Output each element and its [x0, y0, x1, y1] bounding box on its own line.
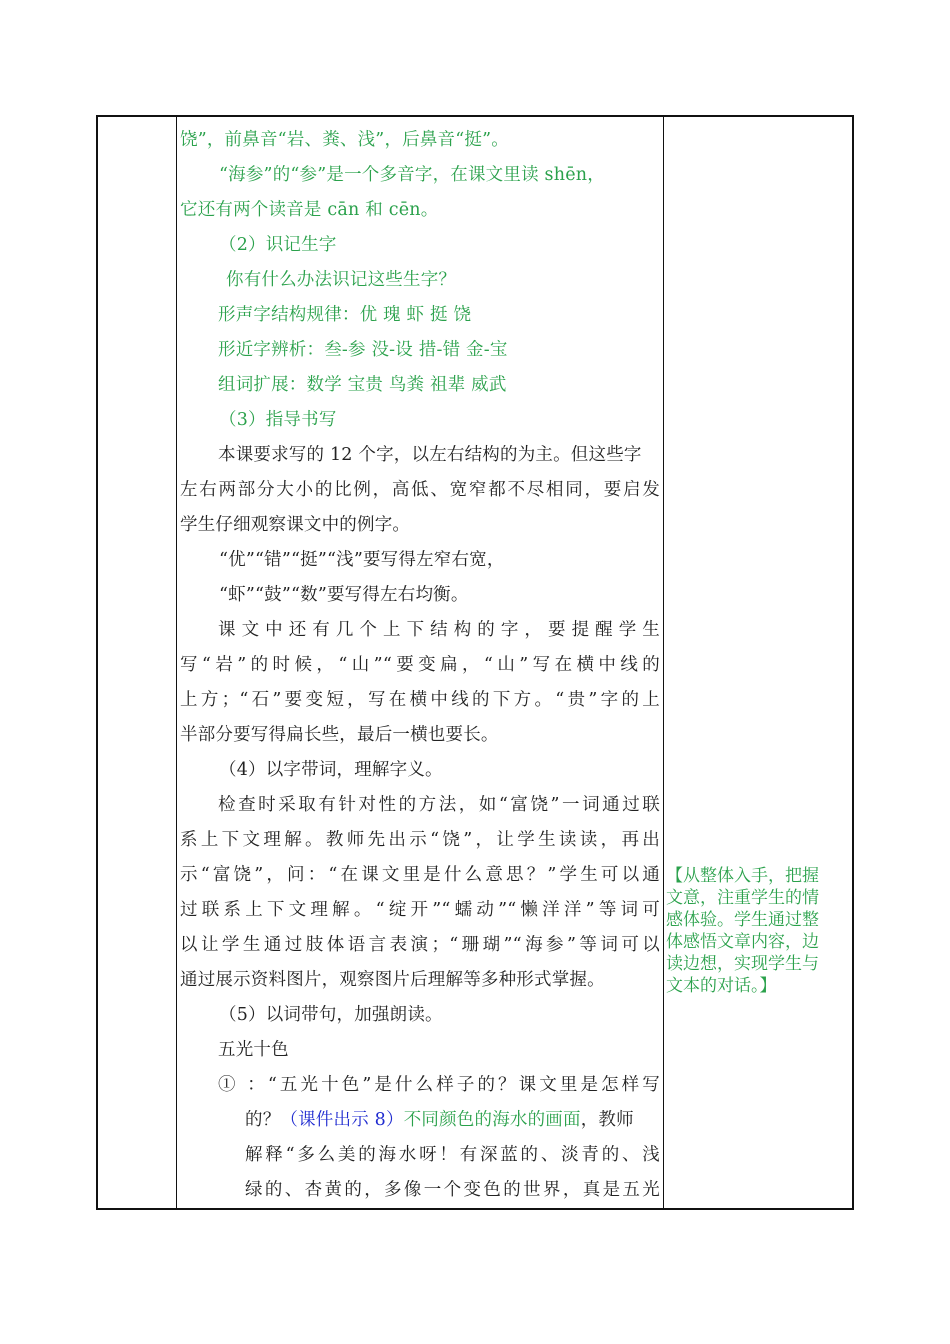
- text-line: 组词扩展：数学 宝贵 鸟粪 祖辈 威武: [218, 375, 507, 395]
- courseware-label: （课件出示 8）: [280, 1110, 404, 1130]
- text-line: 饶”，前鼻音“岩、粪、浅”，后鼻音“挺”。: [180, 130, 509, 150]
- section-heading: （5）以词带句，加强朗读。: [219, 1005, 443, 1025]
- text-line: 绿的、杏黄的，多像一个变色的世界，真是五光: [245, 1180, 660, 1200]
- text-segment: 的？: [245, 1110, 281, 1130]
- note-line: 感体验。学生通过整: [666, 910, 819, 930]
- text-line: 过联系上下文理解。“绽开”“蠕动”“懒洋洋”等词可: [180, 900, 660, 920]
- text-line: [245, 1108, 634, 1132]
- text-line: 左右两部分大小的比例，高低、宽窄都不尽相同，要启发: [180, 480, 660, 500]
- note-line: 体感悟文章内容，边: [666, 932, 819, 952]
- note-line: 文意，注重学生的情: [666, 888, 819, 908]
- text-line: 课文中还有几个上下结构的字，要提醒学生: [218, 620, 660, 640]
- text-line: 示“富饶”，问：“在课文里是什么意思？”学生可以通: [180, 865, 660, 885]
- note-line: 读边想，实现学生与: [666, 954, 819, 974]
- text-line: ① ：“五光十色”是什么样子的？课文里是怎样写: [218, 1075, 660, 1095]
- note-line: 【从整体入手，把握: [666, 866, 819, 886]
- text-line: 上方；“石”要变短，写在横中线的下方。“贵”字的上: [180, 690, 660, 710]
- highlight-text: 不同颜色的海水的画面: [403, 1110, 581, 1130]
- column-divider-right: [663, 117, 664, 1208]
- text-line: “优”“错”“挺”“浅”要写得左窄右宽，: [219, 550, 505, 570]
- text-line: 半部分要写得扁长些，最后一横也要长。: [180, 725, 499, 745]
- text-line: 检查时采取有针对性的方法，如“富饶”一词通过联: [218, 795, 660, 815]
- text-line: 以让学生通过肢体语言表演；“珊瑚”“海参”等词可以: [180, 935, 660, 955]
- text-line: 形近字辨析：叁-参 没-设 措-错 金-宝: [218, 340, 508, 360]
- section-heading: （3）指导书写: [219, 410, 337, 430]
- section-heading: （2）识记生字: [219, 235, 337, 255]
- text-line: 你有什么办法识记这些生字？: [226, 270, 457, 290]
- lesson-table: [96, 115, 854, 1210]
- annotation-note: [666, 865, 842, 997]
- note-line: 文本的对话。】: [666, 976, 777, 996]
- text-line: 解释“多么美的海水呀！有深蓝的、淡青的、浅: [245, 1145, 660, 1165]
- text-line: 本课要求写的 12 个字，以左右结构的为主。但这些字: [218, 445, 642, 465]
- text-line: 五光十色: [218, 1040, 289, 1060]
- text-line: 写“岩”的时候，“山”“要变扁，“山”写在横中线的: [180, 655, 660, 675]
- text-line: 通过展示资料图片，观察图片后理解等多种形式掌握。: [180, 970, 605, 990]
- text-line: “虾”“鼓”“数”要写得左右均衡。: [219, 585, 469, 605]
- column-divider-left: [176, 117, 177, 1208]
- text-line: 学生仔细观察课文中的例字。: [180, 515, 411, 535]
- text-line: “海参”的“参”是一个多音字，在课文里读 shēn，: [219, 165, 605, 185]
- lesson-content-cell: [178, 117, 662, 1208]
- text-segment: ，教师: [580, 1110, 634, 1130]
- section-heading: （4）以字带词，理解字义。: [219, 760, 443, 780]
- text-line: 它还有两个读音是 cān 和 cēn。: [180, 200, 439, 220]
- text-line: 系上下文理解。教师先出示“饶”，让学生读读，再出: [180, 830, 660, 850]
- text-line: 形声字结构规律：优 瑰 虾 挺 饶: [218, 305, 472, 325]
